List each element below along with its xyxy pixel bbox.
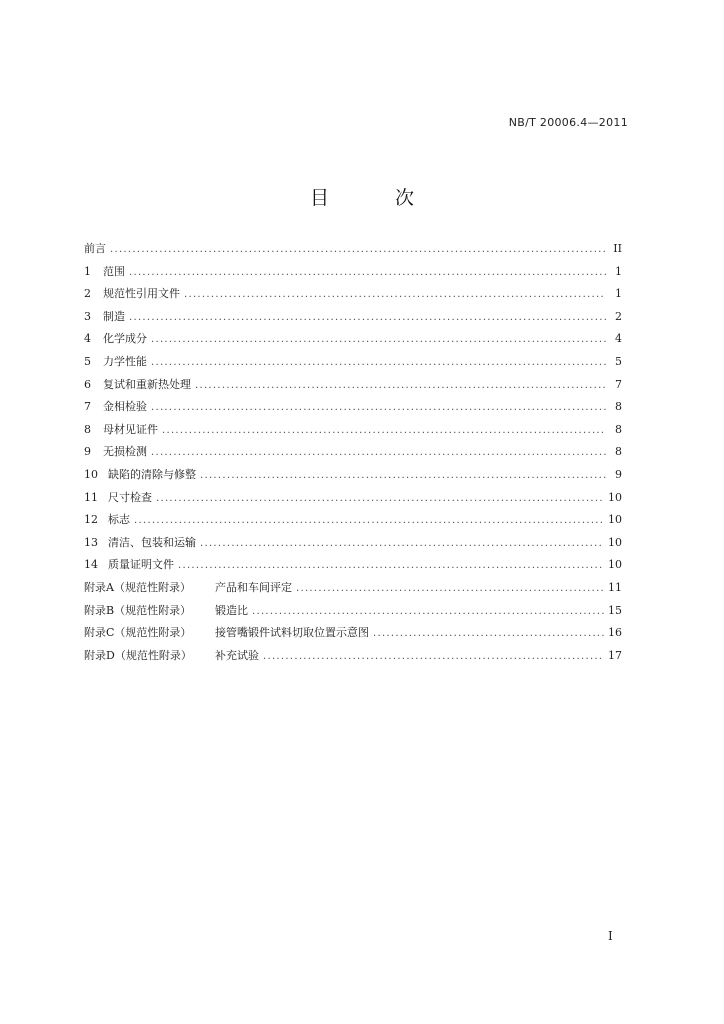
toc-dot-leader bbox=[184, 284, 606, 307]
toc-entry-label: 锻造比 bbox=[215, 603, 248, 617]
toc-entry-page: 1 bbox=[615, 287, 622, 301]
toc-entry-13[interactable] bbox=[84, 532, 622, 555]
toc-entry-foreword[interactable] bbox=[84, 238, 622, 261]
toc-dot-leader bbox=[110, 239, 606, 262]
toc-dot-leader bbox=[162, 420, 606, 443]
toc-entry-number: 13 bbox=[84, 535, 98, 549]
toc-dot-leader bbox=[263, 646, 604, 669]
toc-entry-11[interactable] bbox=[84, 487, 622, 510]
page-number: I bbox=[608, 929, 613, 943]
toc-entry-label: 化学成分 bbox=[103, 332, 147, 346]
toc-entry-page: 10 bbox=[608, 513, 622, 527]
toc-entry-1[interactable] bbox=[84, 261, 622, 284]
toc-entry-page: 2 bbox=[615, 309, 622, 323]
toc-entry-page: 15 bbox=[608, 603, 622, 617]
toc-dot-leader bbox=[178, 555, 604, 578]
toc-dot-leader bbox=[195, 375, 606, 398]
toc-entry-label: 规范性引用文件 bbox=[103, 287, 180, 301]
toc-entry-14[interactable] bbox=[84, 554, 622, 577]
toc-appendix-id: 附录C（规范性附录） bbox=[84, 626, 192, 640]
toc-entry-appendix-d[interactable] bbox=[84, 645, 622, 668]
toc-dot-leader bbox=[200, 465, 606, 488]
toc-entry-page: 17 bbox=[608, 648, 622, 662]
toc-entry-label: 质量证明文件 bbox=[108, 558, 174, 572]
toc-entry-10[interactable] bbox=[84, 464, 622, 487]
toc-entry-12[interactable] bbox=[84, 509, 622, 532]
toc-entry-7[interactable] bbox=[84, 396, 622, 419]
toc-entry-appendix-c[interactable] bbox=[84, 622, 622, 645]
toc-dot-leader bbox=[252, 601, 604, 624]
toc-entry-label: 尺寸检查 bbox=[108, 490, 152, 504]
toc-entry-number: 9 bbox=[84, 445, 91, 459]
toc-entry-label: 标志 bbox=[108, 513, 130, 527]
toc-entry-2[interactable] bbox=[84, 283, 622, 306]
toc-entry-3[interactable] bbox=[84, 306, 622, 329]
toc-entry-label: 金相检验 bbox=[103, 400, 147, 414]
toc-entry-page: 10 bbox=[608, 490, 622, 504]
toc-entry-number: 1 bbox=[84, 264, 91, 278]
toc-entry-number: 6 bbox=[84, 377, 91, 391]
standard-number: NB/T 20006.4—2011 bbox=[508, 116, 628, 129]
toc-dot-leader bbox=[151, 442, 606, 465]
toc-entry-5[interactable] bbox=[84, 351, 622, 374]
toc-entry-label: 补充试验 bbox=[215, 648, 259, 662]
toc-entry-label: 接管嘴锻件试料切取位置示意图 bbox=[215, 626, 369, 640]
toc-entry-page: II bbox=[613, 242, 622, 255]
toc-entry-number: 7 bbox=[84, 400, 91, 414]
toc-entry-number: 5 bbox=[84, 354, 91, 368]
toc-entry-label: 制造 bbox=[103, 309, 125, 323]
toc-dot-leader bbox=[151, 352, 606, 375]
toc-entry-page: 11 bbox=[608, 580, 622, 594]
toc-entry-page: 9 bbox=[615, 467, 622, 481]
toc-entry-label: 力学性能 bbox=[103, 354, 147, 368]
toc-entry-9[interactable] bbox=[84, 441, 622, 464]
toc-entry-page: 8 bbox=[615, 445, 622, 459]
toc-dot-leader bbox=[373, 623, 604, 646]
toc-appendix-id: 附录B（规范性附录） bbox=[84, 603, 192, 617]
toc-entry-page: 1 bbox=[615, 264, 622, 278]
toc-entry-label: 无损检测 bbox=[103, 445, 147, 459]
toc-entry-number: 11 bbox=[84, 490, 98, 504]
toc-dot-leader bbox=[156, 488, 604, 511]
toc-entry-number: 4 bbox=[84, 332, 91, 346]
toc-dot-leader bbox=[151, 397, 606, 420]
toc-entry-number: 2 bbox=[84, 287, 91, 301]
toc-entry-page: 10 bbox=[608, 558, 622, 572]
toc-entry-label: 范围 bbox=[103, 264, 125, 278]
toc-dot-leader bbox=[129, 262, 606, 285]
toc-entry-number: 3 bbox=[84, 309, 91, 323]
table-of-contents bbox=[84, 238, 622, 667]
toc-entry-number: 14 bbox=[84, 558, 98, 572]
toc-dot-leader bbox=[296, 578, 604, 601]
toc-entry-8[interactable] bbox=[84, 419, 622, 442]
toc-entry-page: 8 bbox=[615, 400, 622, 414]
toc-entry-label: 复试和重新热处理 bbox=[103, 377, 191, 391]
toc-entry-label: 产品和车间评定 bbox=[215, 580, 292, 594]
toc-entry-number: 8 bbox=[84, 422, 91, 436]
toc-entry-page: 4 bbox=[615, 332, 622, 346]
toc-entry-page: 8 bbox=[615, 422, 622, 436]
toc-entry-page: 7 bbox=[615, 377, 622, 391]
toc-entry-appendix-a[interactable] bbox=[84, 577, 622, 600]
toc-appendix-id: 附录D（规范性附录） bbox=[84, 648, 192, 662]
toc-entry-page: 16 bbox=[608, 626, 622, 640]
toc-entry-label: 缺陷的清除与修整 bbox=[108, 467, 196, 481]
toc-entry-page: 5 bbox=[615, 354, 622, 368]
toc-entry-label: 前言 bbox=[84, 242, 106, 255]
toc-entry-page: 10 bbox=[608, 535, 622, 549]
toc-dot-leader bbox=[134, 510, 604, 533]
toc-dot-leader bbox=[129, 307, 606, 330]
toc-entry-appendix-b[interactable] bbox=[84, 600, 622, 623]
toc-appendix-id: 附录A（规范性附录） bbox=[84, 580, 191, 594]
toc-dot-leader bbox=[151, 329, 606, 352]
toc-entry-4[interactable] bbox=[84, 328, 622, 351]
toc-entry-label: 清洁、包装和运输 bbox=[108, 535, 196, 549]
toc-entry-number: 12 bbox=[84, 513, 98, 527]
toc-entry-label: 母材见证件 bbox=[103, 422, 158, 436]
toc-dot-leader bbox=[200, 533, 604, 556]
toc-entry-number: 10 bbox=[84, 467, 98, 481]
toc-entry-6[interactable] bbox=[84, 374, 622, 397]
toc-title: 目 次 bbox=[309, 187, 445, 209]
